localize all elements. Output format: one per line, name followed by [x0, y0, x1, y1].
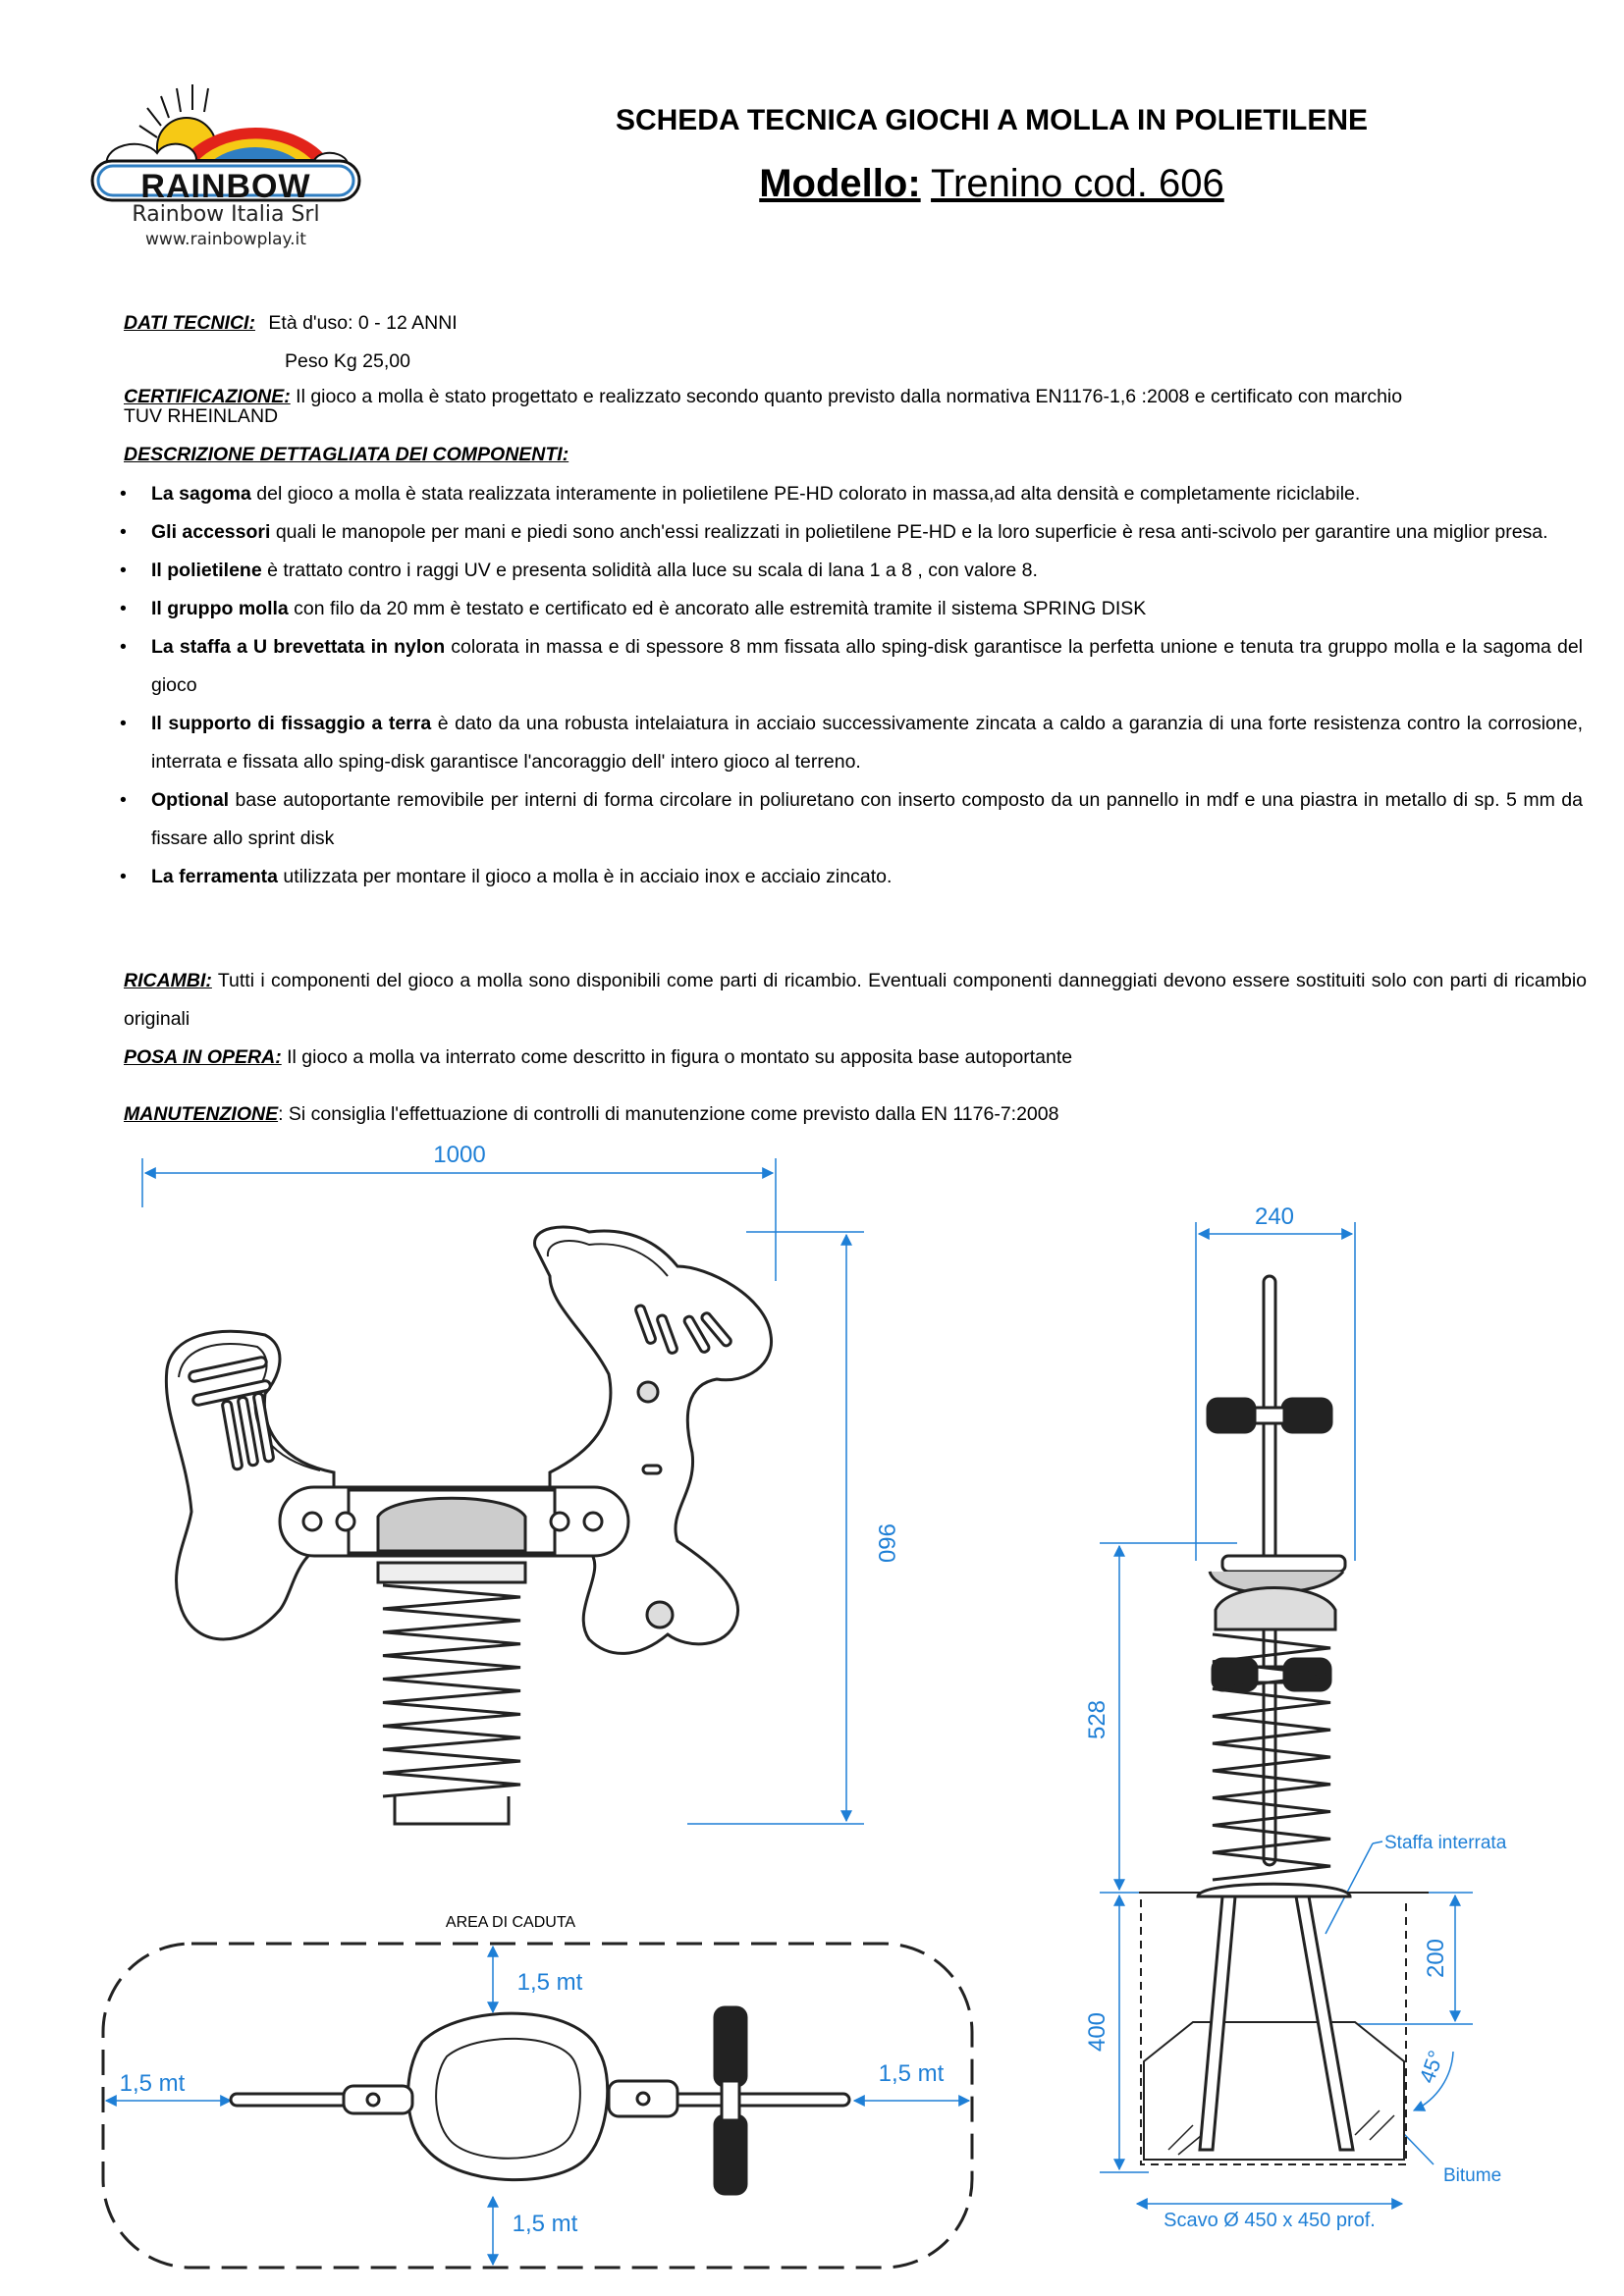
- installation-text: Il gioco a molla va interrato come descritto in figura o montato su apposita base autoportante: [281, 1046, 1073, 1068]
- fall-area-bottom: 1,5 mt: [512, 2211, 578, 2237]
- logo-company-name: Rainbow Italia Srl: [132, 202, 320, 227]
- list-item-text: con filo da 20 mm è testato e certificato ed è ancorato alle estremità tramite il sistema SPRING DISK: [288, 598, 1147, 619]
- logo-brand: RAINBOW: [140, 168, 311, 205]
- maintenance-text: : Si consiglia l'effettuazione di controlli di manutenzione come previsto dalla EN 1176-7:2008: [278, 1103, 1059, 1125]
- model-value: Trenino cod. 606: [931, 162, 1224, 205]
- certification-text: Il gioco a molla è stato progettato e realizzato secondo quanto previsto dalla normativa EN1176-1,6 :2008 e certificato con marchio: [290, 386, 1403, 407]
- bracket-note: Staffa interrata: [1384, 1833, 1507, 1853]
- tech-data-age: Età d'uso: 0 - 12 ANNI: [268, 312, 458, 334]
- list-item-text: base autoportante removibile per interni di forma circolare in poliuretano con inserto composto da un pannello in mdf e una piastra in metallo di sp. 5 mm da fissare allo sprint disk: [151, 789, 1583, 849]
- list-item-bold: Optional: [151, 789, 230, 811]
- list-item-bold: Il gruppo molla: [151, 598, 289, 619]
- side-angle-dim: 45°: [1414, 2047, 1449, 2087]
- front-view-drawing: [142, 1142, 899, 1824]
- tech-data-label: DATI TECNICI:: [124, 312, 255, 334]
- fall-area-right: 1,5 mt: [878, 2060, 945, 2087]
- side-half-depth-dim: 200: [1423, 1938, 1449, 1979]
- maintenance-label: MANUTENZIONE: [124, 1103, 279, 1125]
- list-item-bold: La ferramenta: [151, 866, 278, 887]
- installation-label: POSA IN OPERA:: [124, 1046, 282, 1068]
- list-item-text: quali le manopole per mani e piedi sono anch'essi realizzati in polietilene PE-HD e la loro superficie è resa anti-scivolo per garantire una miglior presa.: [270, 521, 1548, 543]
- list-item-text: è dato da una robusta intelaiatura in acciaio successivamente zincata a caldo a garanzia di una forte resistenza contro la corrosione, interrata e fissata allo sping-disk garantisce l'ancoraggio dell' intero gioco al terreno.: [151, 713, 1583, 773]
- fall-area-left: 1,5 mt: [119, 2070, 186, 2097]
- hole-note: Scavo Ø 450 x 450 prof.: [1164, 2210, 1376, 2231]
- bitumen-note: Bitume: [1443, 2165, 1502, 2186]
- list-item-text: è trattato contro i raggi UV e presenta solidità alla luce su scala di lana 1 a 8 , con valore 8.: [261, 560, 1038, 581]
- side-width-dim: 240: [1254, 1203, 1295, 1230]
- spare-parts-text: Tutti i componenti del gioco a molla sono disponibili come parti di ricambio. Eventuali componenti danneggiati devono essere sostituiti solo con parti di ricambio originali: [124, 970, 1587, 1030]
- model-label: Modello:: [759, 162, 921, 205]
- fall-area-top: 1,5 mt: [516, 1969, 583, 1996]
- front-width-dim: 1000: [433, 1142, 486, 1168]
- front-height-dim: 960: [873, 1522, 899, 1564]
- logo-website: www.rainbowplay.it: [145, 230, 306, 249]
- side-spring-dim: 528: [1084, 1699, 1110, 1740]
- list-item-text: colorata in massa e di spessore 8 mm fissata allo sping-disk garantisce la perfetta unione e tenuta tra gruppo molla e la sagoma del gioco: [151, 636, 1583, 696]
- front-spring: [383, 1585, 520, 1796]
- side-depth-dim: 400: [1084, 2011, 1110, 2053]
- list-item-bold: La staffa a U brevettata in nylon: [151, 636, 446, 658]
- fall-area-drawing: [103, 1914, 972, 2268]
- list-item-bold: Gli accessori: [151, 521, 271, 543]
- certification-text2: TUV RHEINLAND: [124, 405, 279, 427]
- sheet-title: SCHEDA TECNICA GIOCHI A MOLLA IN POLIETILENE: [615, 104, 1369, 136]
- fall-area-title: AREA DI CADUTA: [445, 1914, 576, 1931]
- list-item-bold: La sagoma: [151, 483, 251, 505]
- description-heading: DESCRIZIONE DETTAGLIATA DEI COMPONENTI:: [124, 444, 569, 465]
- list-item-text: del gioco a molla è stata realizzata interamente in polietilene PE-HD colorato in massa,ad alta densità e completamente riciclabile.: [250, 483, 1361, 505]
- spare-parts-label: RICAMBI:: [124, 970, 212, 991]
- list-item-bold: Il supporto di fissaggio a terra: [151, 713, 432, 734]
- tech-data-weight: Peso Kg 25,00: [285, 350, 410, 372]
- list-item-bold: Il polietilene: [151, 560, 262, 581]
- certification-label: CERTIFICAZIONE:: [124, 386, 291, 407]
- side-view-drawing: [1084, 1203, 1507, 2231]
- list-item-text: utilizzata per montare il gioco a molla è in acciaio inox e acciaio zincato.: [277, 866, 893, 887]
